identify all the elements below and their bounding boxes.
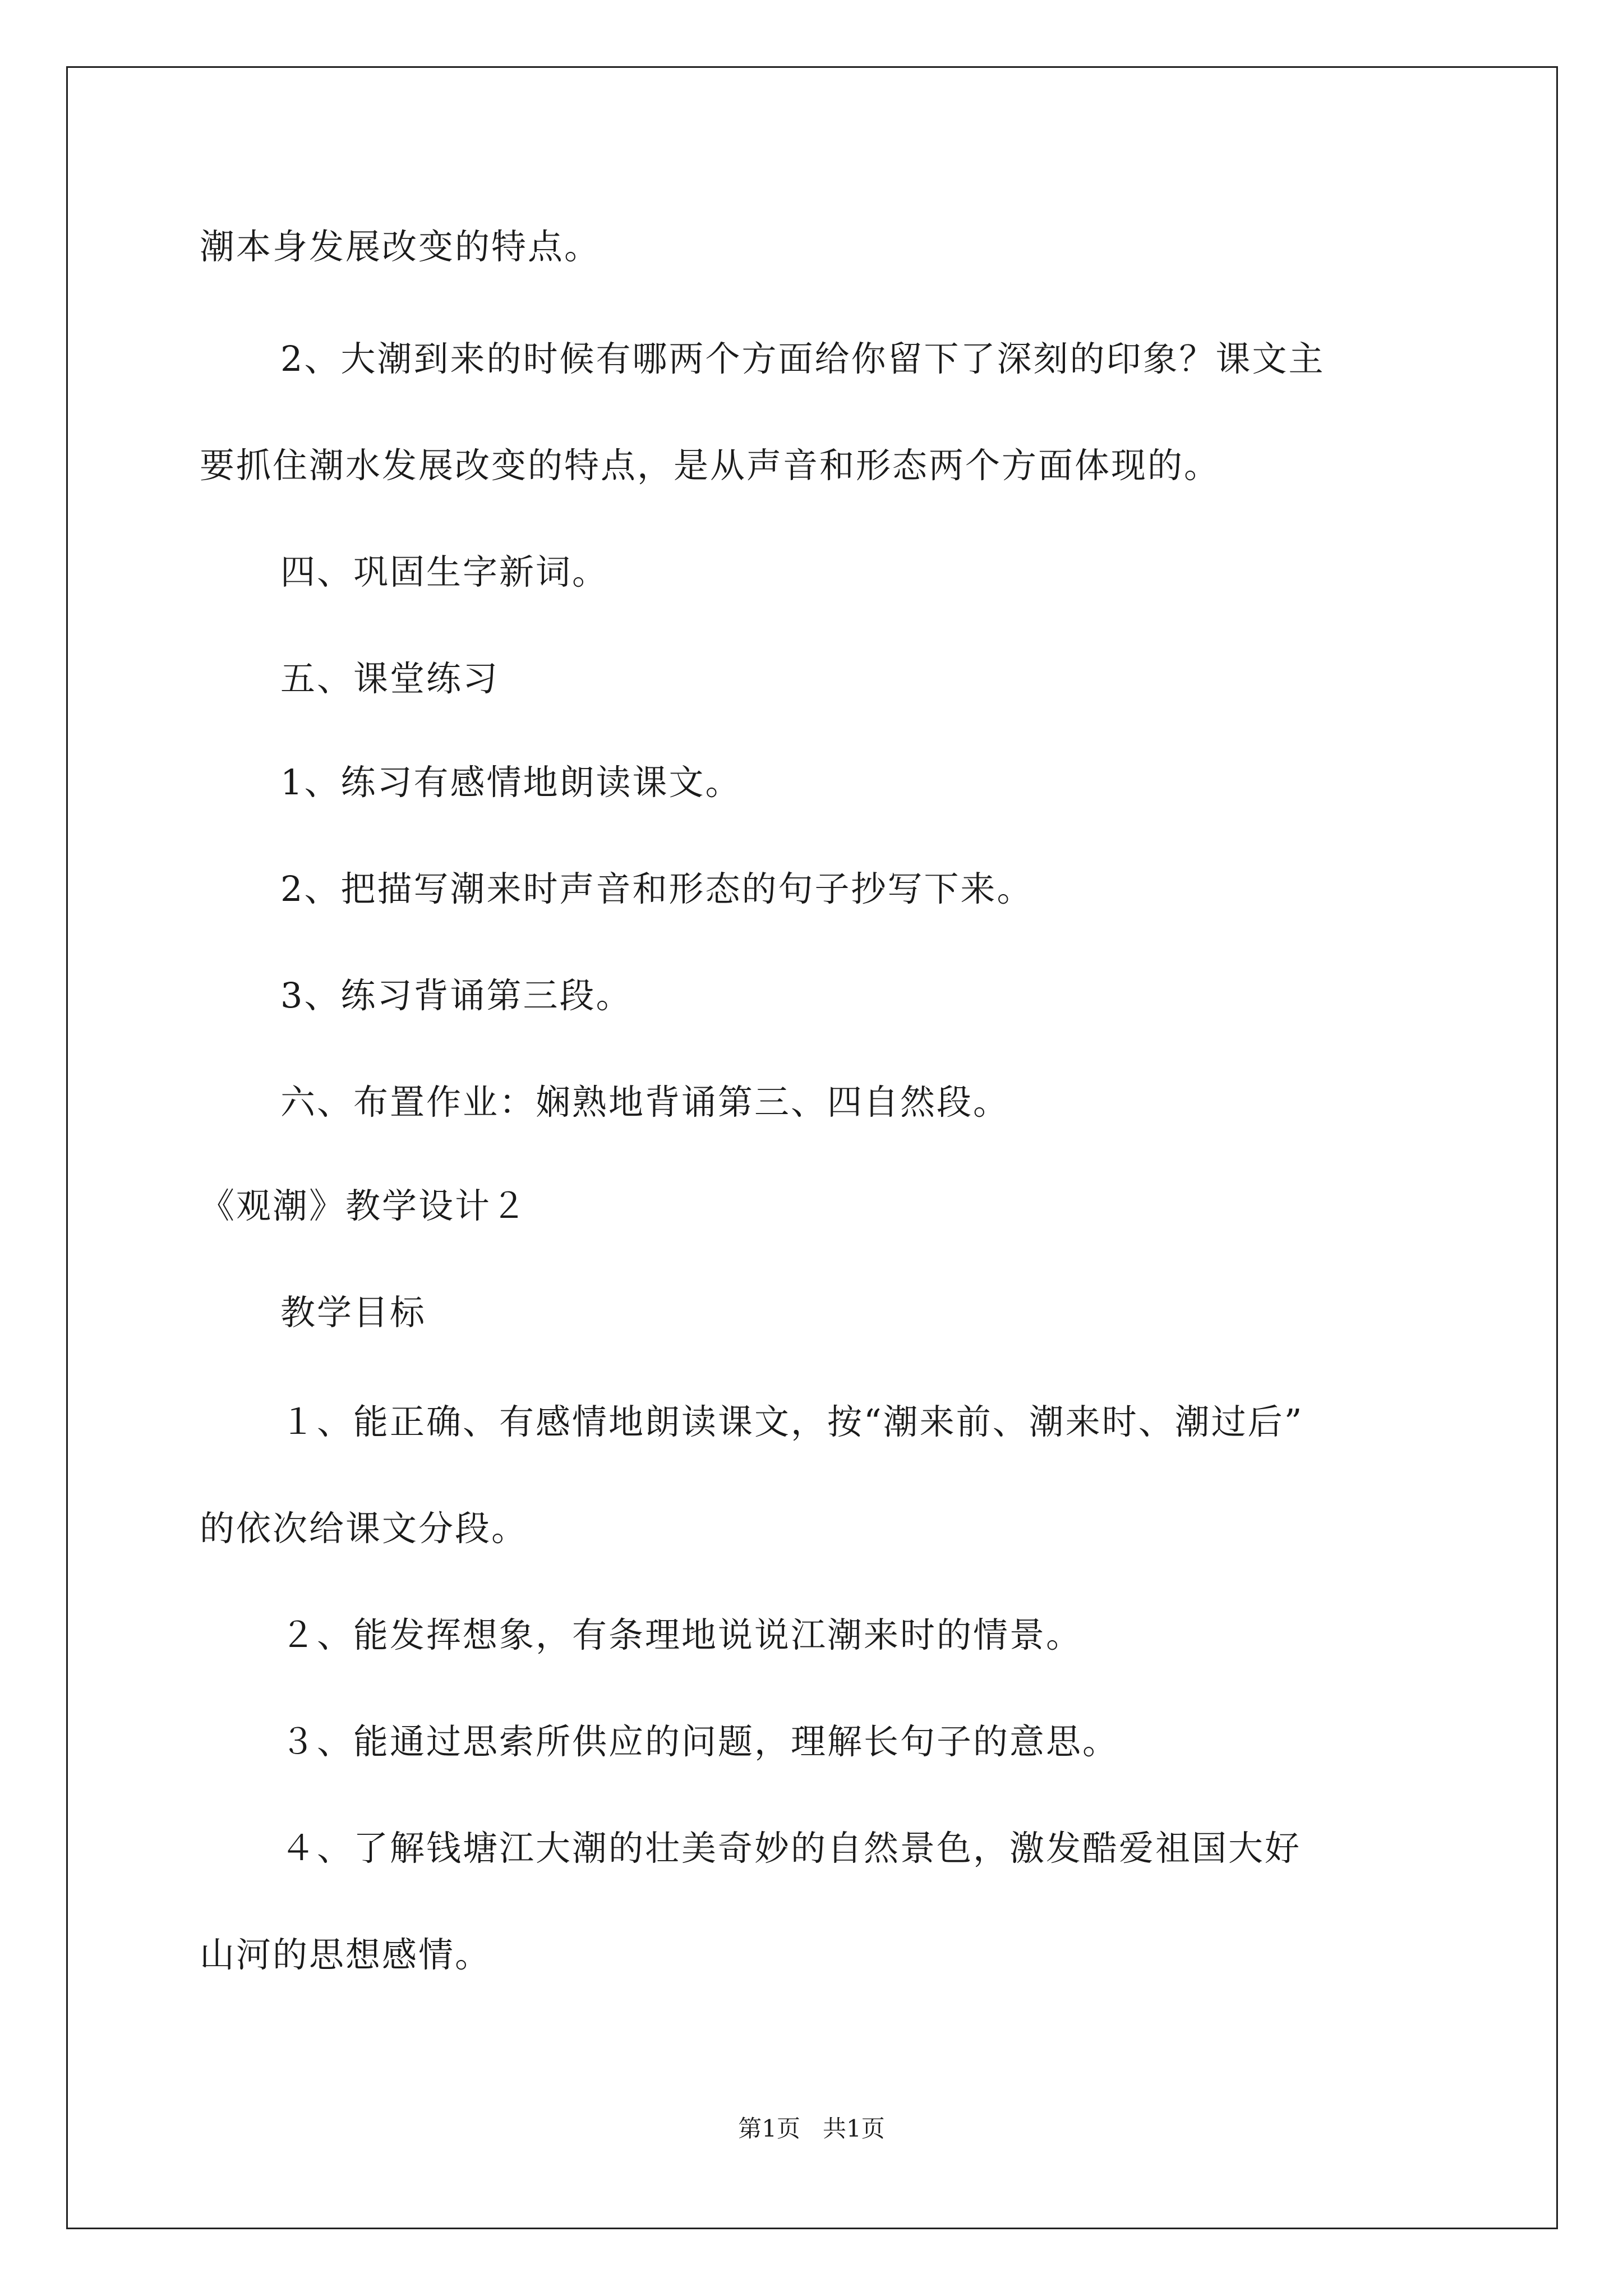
- body-line: 教学目标: [280, 1292, 427, 1333]
- body-line: 2、大潮到来的时候有哪两个方面给你留下了深刻的印象？课文主: [280, 338, 1325, 379]
- body-line: 潮本身发展改变的特点。: [200, 226, 601, 267]
- body-line: ３、能通过思索所供应的问题，理解长句子的意思。: [280, 1721, 1119, 1762]
- section-heading: 《观潮》教学设计２: [200, 1185, 528, 1226]
- body-line: 2、把描写潮来时声音和形态的句子抄写下来。: [280, 868, 1034, 909]
- body-line: １、能正确、有感情地朗读课文，按“潮来前、潮来时、潮过后”: [280, 1401, 1304, 1442]
- body-line: 五、课堂练习: [280, 658, 500, 699]
- body-line: ４、了解钱塘江大潮的壮美奇妙的自然景色，激发酷爱祖国大好: [280, 1828, 1302, 1869]
- body-line: 1、练习有感情地朗读课文。: [280, 762, 742, 803]
- body-line: 山河的思想感情。: [200, 1934, 492, 1975]
- body-line: 的依次给课文分段。: [200, 1508, 528, 1549]
- body-line: 六、布置作业：娴熟地背诵第三、四自然段。: [280, 1082, 1010, 1122]
- page-border: [66, 66, 1558, 2229]
- body-line: ２、能发挥想象，有条理地说说江潮来时的情景。: [280, 1614, 1083, 1655]
- body-line: 3、练习背诵第三段。: [280, 975, 633, 1016]
- body-line: 要抓住潮水发展改变的特点，是从声音和形态两个方面体现的。: [200, 445, 1221, 486]
- page-footer: 第1页 共1页: [738, 2115, 885, 2142]
- body-line: 四、巩固生字新词。: [280, 551, 609, 592]
